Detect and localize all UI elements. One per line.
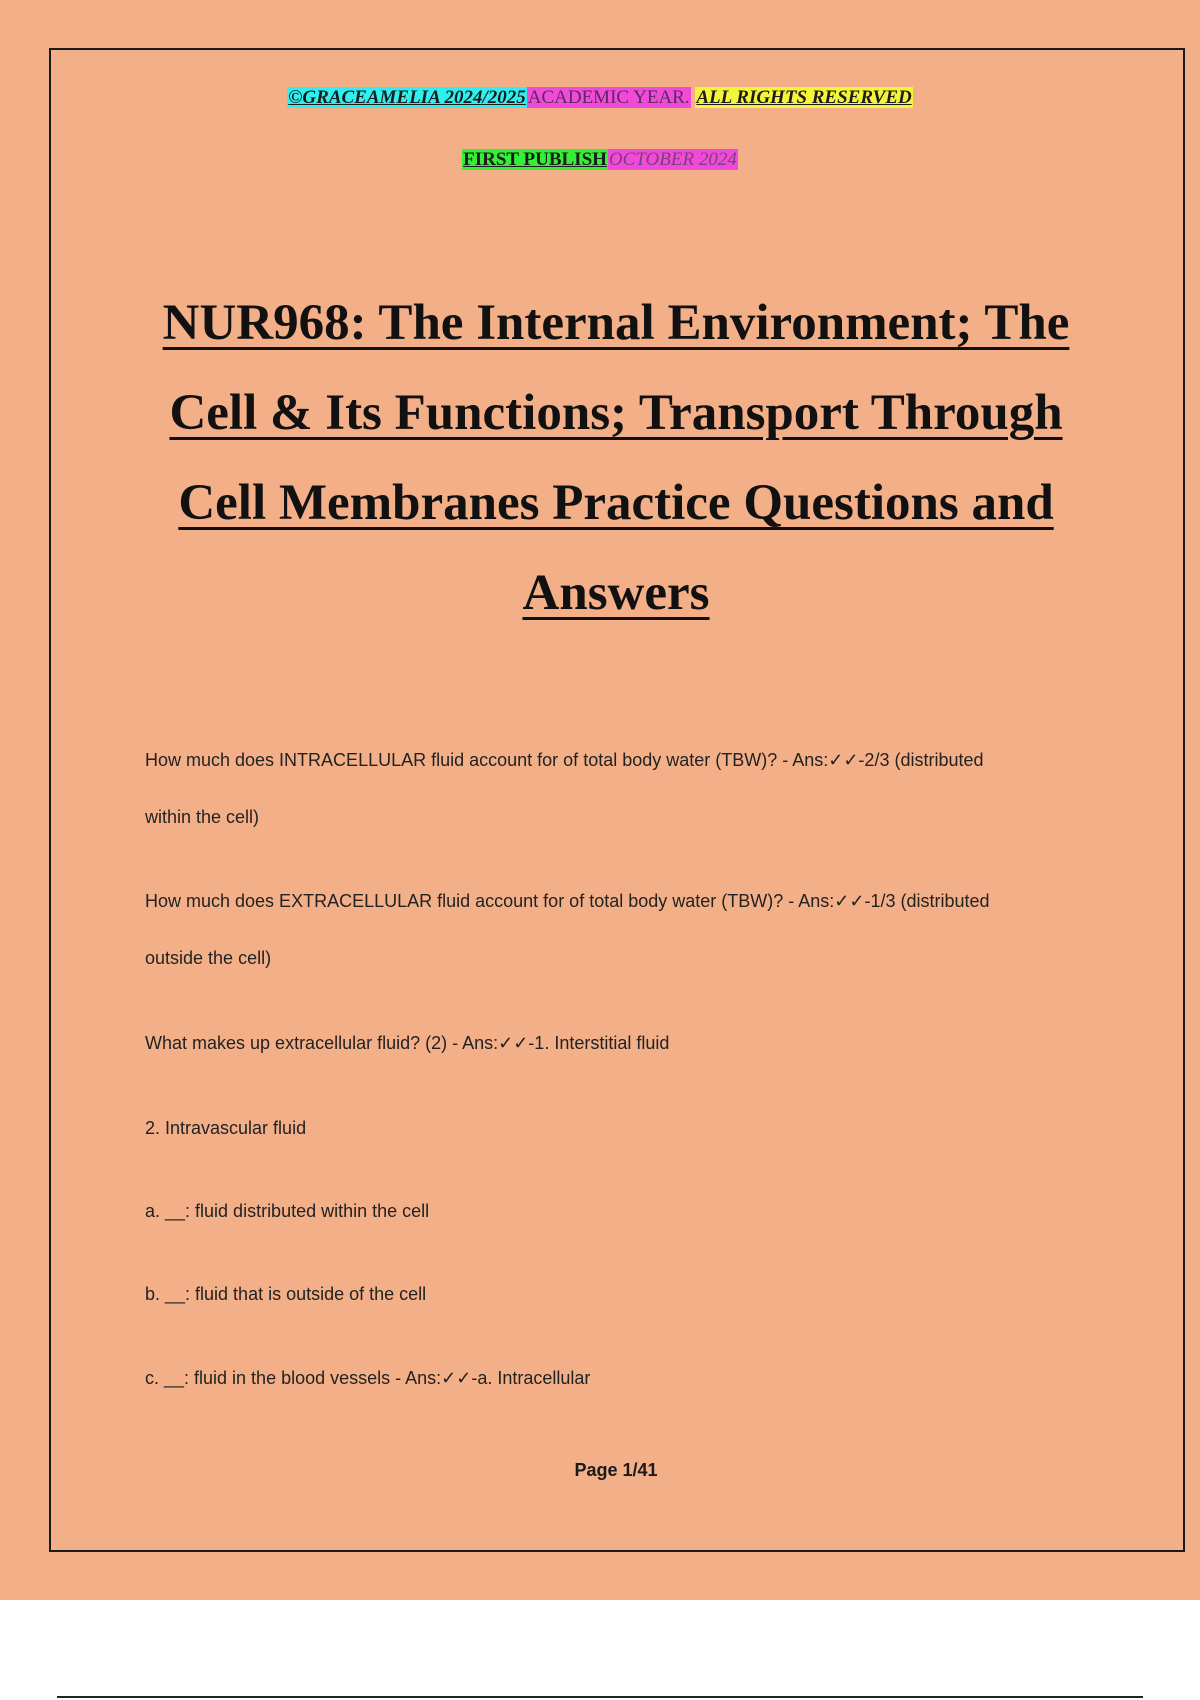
- qa-line: How much does INTRACELLULAR fluid account for of total body water (TBW)? - Ans:✓✓-2/3 (distributed: [145, 750, 984, 770]
- page-number: Page 1/41: [574, 1460, 658, 1480]
- qa-line: 2. Intravascular fluid: [145, 1118, 307, 1138]
- document-title: [100, 278, 1132, 638]
- header-line-1: [0, 86, 1200, 110]
- header-line-2: [0, 148, 1200, 172]
- publish-date-highlight: OCTOBER 2024: [608, 149, 737, 170]
- first-publish-highlight: FIRST PUBLISH: [463, 149, 607, 170]
- title-line-4: Answers: [522, 565, 710, 621]
- page-border: [49, 48, 1185, 1552]
- qa-line: How much does EXTRACELLULAR fluid account for of total body water (TBW)? - Ans:✓✓-1/3 (distributed: [145, 891, 990, 911]
- copyright-highlight: ©GRACEAMELIA 2024/2025: [288, 87, 526, 108]
- qa-line: What makes up extracellular fluid? (2) - Ans:✓✓-1. Interstitial fluid: [145, 1033, 670, 1053]
- rights-highlight: ALL RIGHTS RESERVED: [696, 87, 912, 108]
- qa-line: outside the cell): [145, 948, 272, 968]
- bottom-divider: [57, 1696, 1143, 1698]
- qa-line: within the cell): [145, 807, 260, 827]
- qa-line: b. __: fluid that is outside of the cell: [145, 1284, 427, 1304]
- qa-line: c. __: fluid in the blood vessels - Ans:✓✓-a. Intracellular: [145, 1368, 591, 1388]
- title-line-1: NUR968: The Internal Environment; The: [162, 295, 1070, 351]
- qa-line: a. __: fluid distributed within the cell: [145, 1201, 430, 1221]
- title-line-3: Cell Membranes Practice Questions and: [178, 475, 1054, 531]
- academic-year-highlight: ACADEMIC YEAR.: [527, 87, 690, 108]
- title-line-2: Cell & Its Functions; Transport Through: [169, 385, 1063, 441]
